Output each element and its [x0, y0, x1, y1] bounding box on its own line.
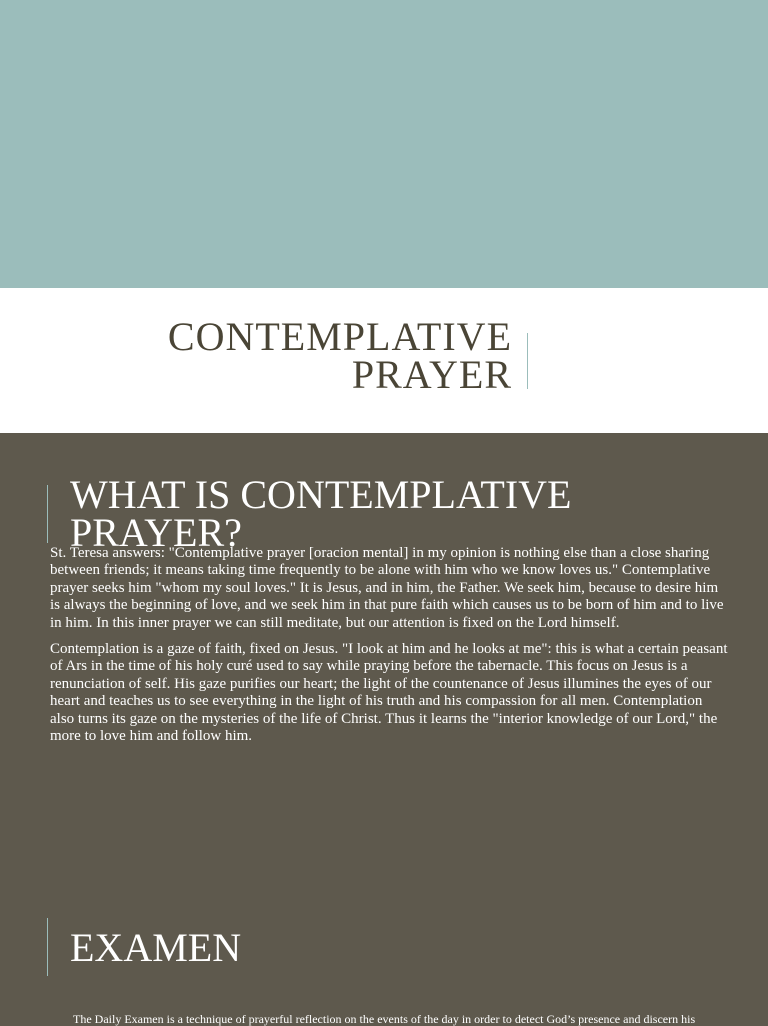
slide-heading-what-is: WHAT IS CONTEMPLATIVE PRAYER?	[70, 472, 572, 555]
heading-accent-divider	[47, 918, 48, 976]
title-slide-teal-banner	[0, 0, 768, 288]
slide-body-text	[50, 545, 730, 754]
title-accent-divider	[527, 333, 528, 389]
body-paragraph: St. Teresa answers: "Contemplative prayer [oracion mental] in my opinion is nothing else than a close sharing between friends; it means taking time frequently to be alone with him who we know loves us." Contemplative prayer seeks him "whom my soul loves." It is Jesus, and in him, the Father. We seek him, because to desire him is always the beginning of love, and we seek him in that pure faith which causes us to be born of him and to live in him. In this inner prayer we can still meditate, but our attention is fixed on the Lord himself.	[50, 545, 724, 631]
slide-title-line1: CONTEMPLATIVE	[167, 314, 512, 359]
slide-body-text: The Daily Examen is a technique of prayerful reflection on the events of the day in order to detect God’s presence and discern his	[73, 1012, 696, 1026]
slide-title-line2: PRAYER	[351, 352, 512, 397]
slide-title	[167, 314, 512, 397]
slide-heading-examen: EXAMEN	[70, 925, 242, 970]
body-paragraph: Contemplation is a gaze of faith, fixed on Jesus. "I look at him and he looks at me": this is what a certain peasant of Ars in the time of his holy curé used to say while praying before the tabernacle. This focus on Jesus is a renunciation of self. His gaze purifies our heart; the light of the countenance of Jesus illumines the eyes of our heart and teaches us to see everything in the light of his truth and his compassion for all men. Contemplation also turns its gaze on the mysteries of the life of Christ. Thus it learns the "interior knowledge of our Lord," the more to love him and follow him.	[50, 641, 728, 745]
heading-accent-divider	[47, 485, 48, 543]
